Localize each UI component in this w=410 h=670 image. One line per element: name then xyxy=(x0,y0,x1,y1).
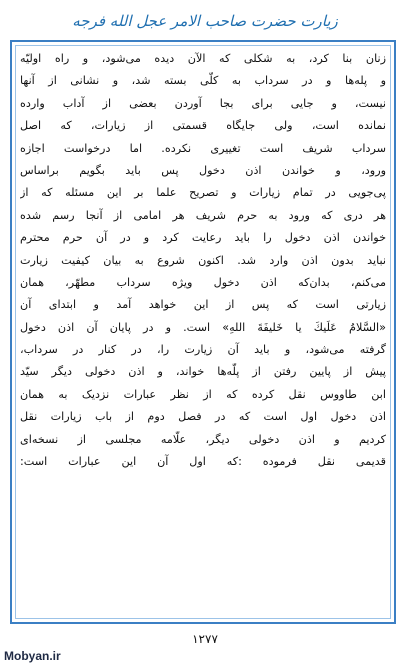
body-line: نمانده است، ولی جایگاه قسمتی از زیارات، که اصل xyxy=(20,119,386,133)
body-line: ورود، و خواندن اذن دخول پس باید بگویم براساس xyxy=(20,163,386,177)
body-line: اذن دخول اول است که در فصل دوم از باب زیارات نقل xyxy=(20,410,386,424)
page-header-title: زیارت حضرت صاحب الامر عجل الله فرجه xyxy=(72,12,338,30)
body-line: می‌کنم، بدان‌که اذن دخول ویژه سرداب مطهّر، همان xyxy=(20,275,386,289)
body-line: «السَّلامُ عَلَيكَ يا خَليفَةَ اللهِ» است. و در پایان آن اذن دخول xyxy=(20,320,386,334)
body-line: قدیمی نقل فرموده :که اول آن این عبارات است: xyxy=(20,455,386,469)
body-line: و پله‌ها و در سرداب به کلّی بسته شد، و نشانی از آنها xyxy=(20,74,386,88)
body-line: نیست، و جایی برای بجا آوردن بعضی از آداب وارده xyxy=(20,96,386,110)
body-line: سرداب شریف است تغییری نکرده. اما درخواست اجازه xyxy=(20,141,386,155)
body-line: زیارتی است که پس از این خواهد آمد و ابتدای آن xyxy=(20,298,386,312)
body-line: نباید بدون اذن وارد شد. اکنون شروع به بیان کیفیت زیارت xyxy=(20,253,386,267)
body-line: کردیم و اذن دخولی دیگر، علّامه مجلسی از نسخه‌ای xyxy=(20,432,386,446)
body-line: زنان بنا کرد، به شکلی که الآن دیده می‌شود، و راه اولیّه xyxy=(20,52,386,65)
body-line: ابن طاووس نقل کرده که از نظر عبارات نزدیک به همان xyxy=(20,387,386,401)
body-line: پیش از پایین رفتن از پلّه‌ها خواند، و اذن دخولی دیگر سیّد xyxy=(20,365,386,379)
body-line: خواندن اذن دخول را باید رعایت کرد و در آن حرم محترم xyxy=(20,231,386,245)
body-line: پی‌جویی در تمام زیارات و تصریح علما بر این مسئله که از xyxy=(20,186,386,200)
page-number: ۱۲۷۷ xyxy=(192,632,218,646)
body-text xyxy=(20,48,386,473)
site-watermark: Mobyan.ir xyxy=(4,649,61,663)
body-line: گرفته می‌شود، و باید آن زیارت را، در کنار در سرداب، xyxy=(20,343,386,357)
text-frame xyxy=(10,40,396,624)
body-line: هر دری که ورود به حرم شریف هر امامی از آنجا رسم شده xyxy=(20,208,386,222)
